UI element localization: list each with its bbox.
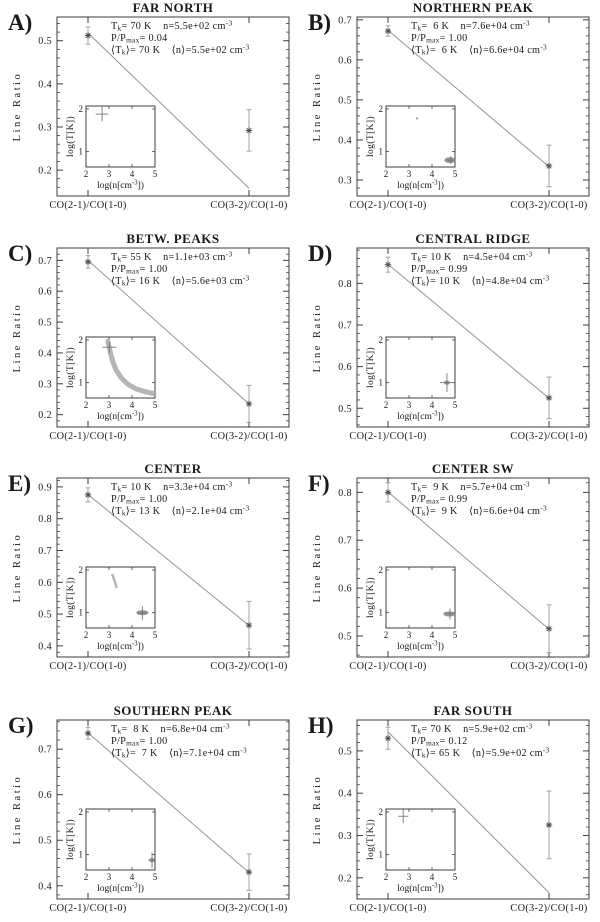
y-axis-label: Line Ratio [12,532,23,603]
inset-y-axis-label: log(T[K]) [366,576,376,619]
inset-x-tick-label: 4 [429,169,435,179]
inset-y-axis-label: log(T[K]) [66,576,76,619]
annotation-averages: ⟨Tk⟩= 10 K ⟨n⟩=4.8e+04 $cm^{-3}$ [411,273,550,288]
data-point [546,605,552,653]
annotation-averages: ⟨Tk⟩= 9 K ⟨n⟩=6.6e+04 $cm^{-3}$ [411,503,547,518]
inset-x-tick-label: 2 [383,872,389,882]
data-point [85,488,91,502]
inset-x-tick-label: 5 [152,630,158,640]
panel-C [0,231,300,461]
inset-panel [65,807,158,894]
inset-x-tick-label: 5 [152,872,158,882]
y-tick-label: 0.4 [38,881,52,893]
inset-frame [86,106,155,167]
inset-y-tick-label: 1 [78,849,83,860]
inset-y-tick-label: 1 [78,146,83,157]
inset-y-axis-label: log(T[K]) [66,818,76,861]
inset-y-axis-label: log(T[K]) [66,115,76,158]
y-tick-label: 0.5 [338,631,352,643]
inset-x-tick-label: 4 [129,169,135,179]
x-category-label: CO(2-1)/CO(1-0) [49,431,127,442]
inset-x-tick-label: 3 [106,630,112,640]
y-tick-label: 0.7 [338,535,352,547]
y-tick-label: 0.7 [38,545,52,557]
annotation-p-pmax: P/Pmax= 0.12 [411,736,468,748]
y-tick-label: 0.3 [38,379,52,391]
data-point [546,377,552,419]
data-point [546,145,552,187]
panel-E [0,461,300,691]
data-point-marker [85,730,91,736]
inset-x-tick-label: 3 [106,872,112,882]
inset-y-tick-label: 2 [78,564,83,575]
data-point-marker [546,163,552,169]
inset-x-axis-label: $\log(n[cm^{-3}])$ [97,410,144,422]
inset-frame [86,337,155,398]
data-point [385,727,391,749]
data-point [85,27,91,44]
data-point [246,854,252,890]
y-tick-label: 0.4 [338,788,352,800]
inset-y-tick-label: 1 [378,377,383,388]
x-category-label: CO(3-2)/CO(1-0) [210,200,288,211]
data-point [246,110,252,151]
annotation-averages: ⟨Tk⟩= 65 K ⟨n⟩=5.9e+02 $cm^{-3}$ [411,745,550,760]
y-tick-label: 0.3 [338,175,352,187]
y-tick-label: 0.7 [338,320,352,332]
panel-H [300,692,600,922]
data-point [546,791,552,859]
inset-x-tick-label: 2 [83,630,89,640]
data-point-marker [246,127,252,133]
y-tick-label: 0.5 [338,403,352,415]
panel-title: FAR NORTH [132,0,214,15]
inset-panel [365,565,458,652]
data-point-marker [85,492,91,498]
y-axis-label: Line Ratio [312,71,323,142]
data-point [385,483,391,502]
inset-x-axis-label: $\log(n[cm^{-3}])$ [97,882,144,894]
inset-y-tick-label: 2 [378,806,383,817]
x-category-label: CO(2-1)/CO(1-0) [349,661,427,672]
inset-y-tick-label: 2 [78,334,83,345]
inset-x-tick-label: 3 [406,872,412,882]
y-tick-label: 0.5 [338,746,352,758]
y-tick-label: 0.7 [38,255,52,267]
inset-x-tick-label: 5 [152,400,158,410]
y-axis-label: Line Ratio [312,532,323,603]
annotation-tk-n: Tk= 55 K n=1.1e+03 $cm^{-3}$ [111,249,233,264]
y-tick-label: 0.2 [38,165,52,177]
y-axis-label: Line Ratio [312,774,323,845]
inset-x-tick-label: 5 [452,630,458,640]
inset-x-axis-label: $\log(n[cm^{-3}])$ [397,179,444,191]
y-tick-label: 0.5 [38,36,52,48]
y-axis-label: Line Ratio [312,302,323,373]
annotation-p-pmax: P/Pmax= 1.00 [411,33,468,45]
annotation-averages: ⟨Tk⟩= 6 K ⟨n⟩=6.6e+04 $cm^{-3}$ [411,42,547,57]
y-tick-label: 0.2 [338,873,352,885]
inset-x-tick-label: 5 [452,872,458,882]
data-point [85,727,91,739]
panel-title: CENTER SW [431,461,515,476]
y-tick-label: 0.4 [338,135,352,147]
annotation-tk-n: Tk= 9 K n=5.7e+04 $cm^{-3}$ [411,479,530,494]
y-tick-label: 0.6 [338,55,352,67]
annotation-p-pmax: P/Pmax= 1.00 [111,264,168,276]
annotation-p-pmax: P/Pmax= 1.00 [111,494,168,506]
inset-x-tick-label: 2 [383,630,389,640]
data-point [246,385,252,422]
y-tick-label: 0.6 [338,362,352,374]
annotation-p-pmax: P/Pmax= 1.00 [111,736,168,748]
x-category-label: CO(3-2)/CO(1-0) [510,903,588,914]
data-point-marker [385,261,391,267]
y-tick-label: 0.2 [38,410,52,422]
y-tick-label: 0.8 [338,278,352,290]
panel-letter: G) [8,713,34,738]
inset-x-axis-label: $\log(n[cm^{-3}])$ [397,640,444,652]
inset-frame [86,809,155,870]
inset-x-tick-label: 5 [452,400,458,410]
inset-frame [86,567,155,628]
data-point-marker [85,32,91,38]
y-tick-label: 0.3 [338,831,352,843]
data-point-marker [85,259,91,265]
x-category-label: CO(2-1)/CO(1-0) [349,431,427,442]
inset-x-tick-label: 4 [129,630,135,640]
data-point-marker [385,735,391,741]
inset-x-tick-label: 2 [83,400,89,410]
y-tick-label: 0.8 [338,487,352,499]
y-tick-label: 0.5 [38,317,52,329]
panel-A [0,0,300,230]
x-category-label: CO(2-1)/CO(1-0) [349,200,427,211]
inset-y-axis-label: log(T[K]) [366,115,376,158]
y-axis-label: Line Ratio [12,71,23,142]
inset-x-tick-label: 3 [106,169,112,179]
inset-frame [386,567,455,628]
x-category-label: CO(3-2)/CO(1-0) [510,431,588,442]
y-tick-label: 0.4 [38,79,52,91]
y-tick-label: 0.4 [38,641,52,653]
inset-x-tick-label: 2 [383,169,389,179]
panel-title: CENTRAL RIDGE [415,231,531,246]
inset-y-tick-label: 1 [378,146,383,157]
panel-title: NORTHERN PEAK [412,0,534,15]
inset-x-tick-label: 4 [129,872,135,882]
inset-x-tick-label: 4 [429,400,435,410]
inset-panel [365,104,458,191]
inset-panel [65,335,158,422]
y-tick-label: 0.6 [38,577,52,589]
inset-x-axis-label: $\log(n[cm^{-3}])$ [397,882,444,894]
inset-x-tick-label: 4 [129,400,135,410]
inset-y-tick-label: 2 [78,806,83,817]
inset-y-tick-label: 1 [378,607,383,618]
inset-y-tick-label: 1 [78,377,83,388]
inset-y-tick-label: 2 [378,103,383,114]
panel-letter: D) [308,241,333,266]
x-category-label: CO(2-1)/CO(1-0) [49,661,127,672]
annotation-tk-n: Tk= 10 K n=4.5e+04 $cm^{-3}$ [411,249,533,264]
data-point [246,601,252,649]
x-category-label: CO(2-1)/CO(1-0) [49,903,127,914]
inset-frame [386,809,455,870]
y-tick-label: 0.6 [38,286,52,298]
panel-letter: A) [8,10,33,35]
data-point [85,256,91,268]
annotation-p-pmax: P/Pmax= 0.04 [111,33,168,45]
y-tick-label: 0.7 [338,15,352,27]
y-tick-label: 0.5 [338,95,352,107]
inset-panel [365,335,458,422]
x-category-label: CO(2-1)/CO(1-0) [49,200,127,211]
annotation-p-pmax: P/Pmax= 0.99 [411,494,468,506]
annotation-averages: ⟨Tk⟩= 13 K ⟨n⟩=2.1e+04 $cm^{-3}$ [111,503,250,518]
y-tick-label: 0.5 [38,835,52,847]
y-tick-label: 0.7 [38,744,52,756]
x-category-label: CO(2-1)/CO(1-0) [349,903,427,914]
annotation-tk-n: Tk= 70 K n=5.9e+02 $cm^{-3}$ [411,721,533,736]
y-tick-label: 0.3 [38,122,52,134]
inset-x-axis-label: $\log(n[cm^{-3}])$ [97,179,144,191]
inset-y-axis-label: log(T[K]) [366,346,376,389]
inset-panel [65,565,158,652]
inset-y-tick-label: 1 [78,607,83,618]
inset-x-tick-label: 4 [429,630,435,640]
inset-x-axis-label: $\log(n[cm^{-3}])$ [97,640,144,652]
panel-letter: E) [8,471,31,496]
inset-y-tick-label: 2 [78,103,83,114]
inset-x-axis-label: $\log(n[cm^{-3}])$ [397,410,444,422]
data-point-marker [546,822,552,828]
panel-letter: B) [308,10,331,35]
data-point-marker [246,869,252,875]
inset-panel [65,104,158,191]
x-category-label: CO(3-2)/CO(1-0) [210,661,288,672]
inset-x-tick-label: 2 [83,872,89,882]
annotation-tk-n: Tk= 70 K n=5.5e+02 $cm^{-3}$ [111,18,233,33]
inset-x-tick-label: 3 [406,169,412,179]
inset-x-tick-label: 2 [383,400,389,410]
data-point-marker [385,489,391,495]
annotation-tk-n: Tk= 8 K n=6.8e+04 $cm^{-3}$ [111,721,230,736]
inset-x-tick-label: 3 [106,400,112,410]
inset-x-tick-label: 3 [406,630,412,640]
panel-G [0,692,300,922]
panel-letter: H) [308,713,334,738]
inset-y-tick-label: 2 [378,334,383,345]
data-point-marker [546,626,552,632]
y-tick-label: 0.6 [38,790,52,802]
annotation-averages: ⟨Tk⟩= 70 K ⟨n⟩=5.5e+02 $cm^{-3}$ [111,42,250,57]
inset-frame [386,337,455,398]
inset-x-tick-label: 2 [83,169,89,179]
data-point-marker [246,622,252,628]
y-tick-label: 0.6 [338,583,352,595]
y-tick-label: 0.8 [38,514,52,526]
panel-F [300,461,600,691]
annotation-averages: ⟨Tk⟩= 7 K ⟨n⟩=7.1e+04 $cm^{-3}$ [111,745,247,760]
inset-x-tick-label: 5 [152,169,158,179]
data-point-marker [385,28,391,34]
y-axis-label: Line Ratio [12,774,23,845]
annotation-tk-n: Tk= 10 K n=3.3e+04 $cm^{-3}$ [111,479,233,494]
inset-y-tick-label: 1 [378,849,383,860]
panel-D [300,231,600,461]
inset-y-tick-label: 2 [378,564,383,575]
data-point [385,257,391,272]
panel-title: FAR SOUTH [433,703,513,718]
y-tick-label: 0.5 [38,609,52,621]
inset-x-tick-label: 4 [429,872,435,882]
data-point [385,26,391,36]
inset-solution-dot [416,117,418,119]
panel-letter: C) [8,241,33,266]
y-tick-label: 0.4 [38,348,52,360]
panel-B [300,0,600,230]
inset-y-axis-label: log(T[K]) [366,818,376,861]
x-category-label: CO(3-2)/CO(1-0) [210,903,288,914]
inset-x-tick-label: 3 [406,400,412,410]
x-category-label: CO(3-2)/CO(1-0) [210,431,288,442]
y-axis-label: Line Ratio [12,302,23,373]
x-category-label: CO(3-2)/CO(1-0) [510,661,588,672]
annotation-averages: ⟨Tk⟩= 16 K ⟨n⟩=5.6e+03 $cm^{-3}$ [111,273,250,288]
data-point-marker [546,395,552,401]
inset-x-tick-label: 5 [452,169,458,179]
x-category-label: CO(3-2)/CO(1-0) [510,200,588,211]
inset-y-axis-label: log(T[K]) [66,346,76,389]
panel-letter: F) [308,471,330,496]
inset-panel [365,807,458,894]
data-point-marker [246,401,252,407]
annotation-tk-n: Tk= 6 K n=7.6e+04 $cm^{-3}$ [411,18,530,33]
panel-title: CENTER [144,461,202,476]
inset-frame [386,106,455,167]
panel-title: BETW. PEAKS [126,231,220,246]
y-tick-label: 0.9 [38,482,52,494]
panel-title: SOUTHERN PEAK [113,703,233,718]
annotation-p-pmax: P/Pmax= 0.99 [411,264,468,276]
